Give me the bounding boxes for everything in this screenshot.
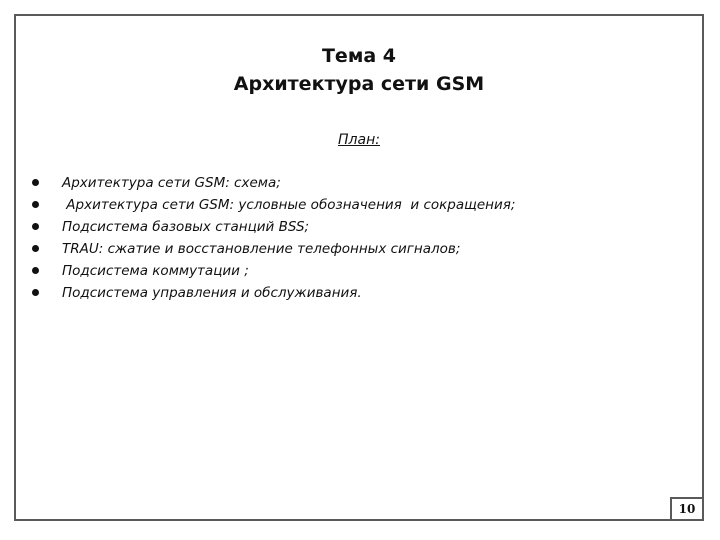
slide-frame [14,14,704,521]
list-item-text: Подсистема управления и обслуживания. [62,285,362,301]
title-line-topic: Тема 4 [321,45,397,67]
bullet-icon [32,223,39,230]
bullet-icon [32,201,39,208]
list-item-text: Подсистема коммутации ; [62,263,249,279]
slide-title [16,42,702,98]
bullet-icon [32,289,39,296]
list-item-text: TRAU: сжатие и восстановление телефонных сигналов; [62,241,461,257]
list-item-text: Архитектура сети GSM: условные обозначения и сокращения; [62,197,516,213]
plan-heading [16,132,702,148]
bullet-icon [32,267,39,274]
bullet-icon [32,179,39,186]
list-item-text: Архитектура сети GSM: схема; [62,175,281,191]
page-number-badge [670,497,704,521]
plan-heading-text: План: [338,132,380,148]
bullet-icon [32,245,39,252]
title-line-subject: Архитектура сети GSM [233,73,485,95]
page-number: 10 [678,502,696,516]
list-item-text: Подсистема базовых станций BSS; [62,219,310,235]
